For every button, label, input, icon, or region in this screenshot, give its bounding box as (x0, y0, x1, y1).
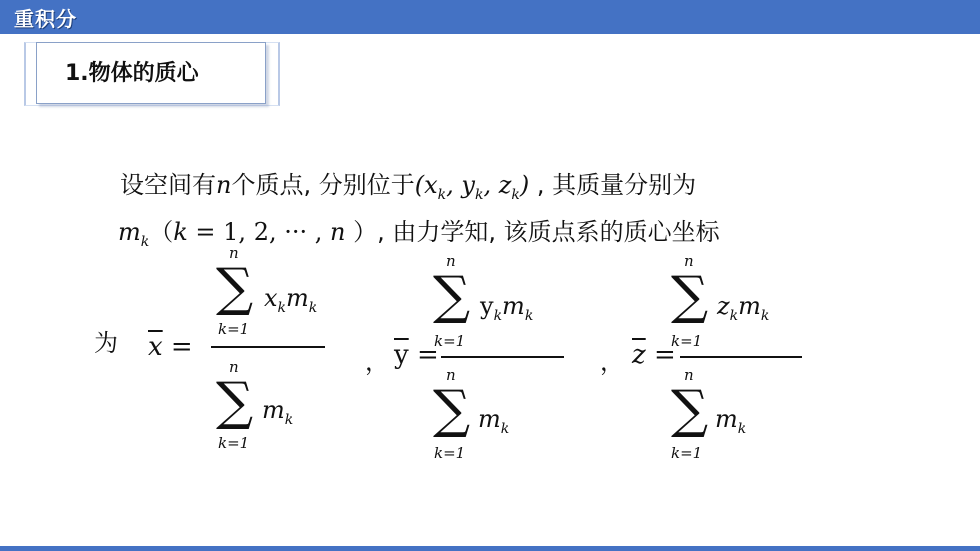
z-bar: $\overline{z}$ = (632, 340, 676, 370)
fraction-bar (441, 356, 564, 358)
fraction-bar (211, 346, 325, 348)
text: 设空间有 (120, 171, 216, 199)
sigma-icon: ∑ (433, 380, 471, 440)
text: 个质点, 分别位于 (231, 171, 415, 199)
x-bar: $\overline{x}$ = (148, 332, 193, 362)
header-bar (0, 0, 980, 34)
denominator-term: $m_k$ (478, 405, 510, 437)
numerator-term: $z_km_k$ (717, 292, 770, 324)
var-n: n (330, 218, 346, 246)
sub-k: k (140, 234, 150, 250)
header-title: 重积分 (14, 7, 77, 31)
denominator-term: $m_k$ (262, 396, 294, 428)
y-bar: $\overline{y}$ = (394, 340, 439, 370)
numerator-term: $x_km_k$ (264, 284, 318, 316)
sigma-icon: ∑ (216, 258, 254, 318)
footer-bar (0, 546, 980, 551)
sigma-icon: ∑ (671, 380, 709, 440)
var-k: k (173, 218, 188, 246)
sigma-icon: ∑ (433, 266, 471, 326)
sigma-icon: ∑ (671, 266, 709, 326)
range-values: = 1, 2, ··· , (187, 218, 330, 246)
sum-upper: n (684, 252, 694, 270)
sum-upper: n (229, 244, 239, 262)
paren: ） (345, 218, 378, 246)
separator: ， (600, 348, 624, 376)
sigma-icon: ∑ (216, 372, 254, 432)
paragraph-line-2 (118, 212, 720, 250)
text: , 其质量分别为 (529, 171, 697, 199)
fraction-bar (680, 356, 802, 358)
sum-upper: n (446, 252, 456, 270)
sum-lower: k=1 (218, 320, 250, 338)
sum-lower: k=1 (434, 332, 466, 350)
paragraph-line-1 (120, 165, 696, 203)
numerator-term: $y_km_k$ (480, 292, 534, 324)
separator: ， (365, 348, 389, 376)
paren: （ (149, 218, 174, 246)
sum-lower: k=1 (218, 434, 250, 452)
formula-prefix: 为 (94, 329, 118, 357)
coord-x: ($x_k$, $y_k$, $z_k$) (414, 171, 530, 203)
var-m: m (118, 218, 141, 246)
text: , 由力学知, 该质点系的质心坐标 (377, 218, 720, 246)
sum-upper: n (229, 358, 239, 376)
sum-lower: k=1 (671, 444, 703, 462)
sum-upper: n (684, 366, 694, 384)
sum-upper: n (446, 366, 456, 384)
var-n: n (216, 171, 232, 199)
section-title: 1.物体的质心 (65, 61, 199, 86)
sum-lower: k=1 (671, 332, 703, 350)
denominator-term: $m_k$ (715, 405, 747, 437)
sum-lower: k=1 (434, 444, 466, 462)
